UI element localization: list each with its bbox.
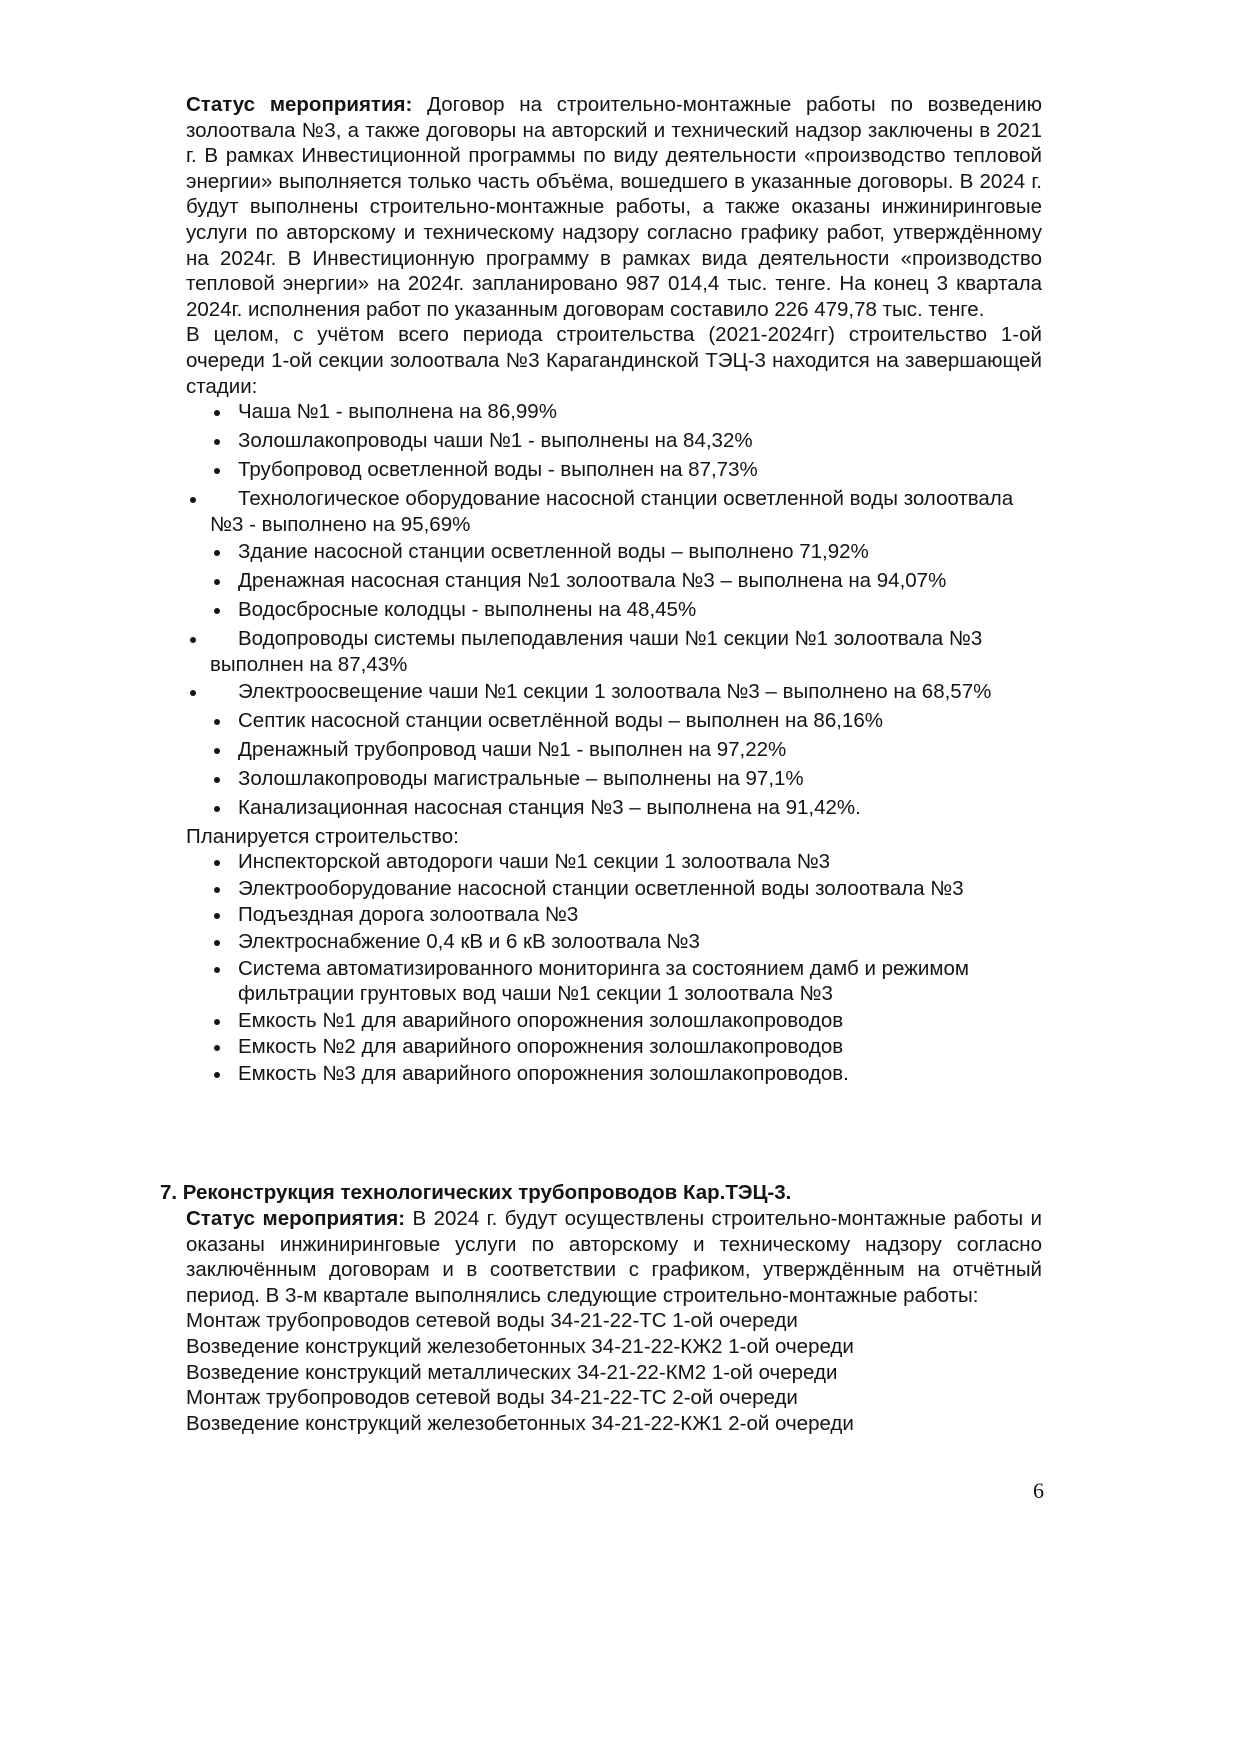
bullet-icon: [214, 550, 220, 556]
bullet-icon: [214, 806, 220, 812]
bullet-icon: [214, 1045, 220, 1051]
bullet-icon: [214, 860, 220, 866]
list-item: Водопроводы системы пылеподавления чаши №1 секции №1 золоотвала №3 выполнен на 87,43%: [186, 626, 1042, 677]
bullet-icon: [214, 967, 220, 973]
planned-label: Планируется строительство:: [186, 824, 459, 848]
work-line: Монтаж трубопроводов сетевой воды 34-21-22-ТС 2-ой очереди: [186, 1386, 798, 1410]
list-item: Электроосвещение чаши №1 секции 1 золоотвала №3 – выполнено на 68,57%: [186, 679, 1042, 706]
list-item: Электроснабжение 0,4 кВ и 6 кВ золоотвала №3: [186, 929, 1042, 955]
list-item: Трубопровод осветленной воды - выполнен на 87,73%: [186, 457, 1042, 484]
list-item: Емкость №3 для аварийного опорожнения золошлакопроводов.: [186, 1061, 1042, 1087]
completion-list: [186, 399, 1042, 822]
bullet-icon: [214, 748, 220, 754]
status-label: Статус мероприятия:: [186, 1207, 406, 1230]
work-line: Возведение конструкций железобетонных 34-21-22-КЖ2 1-ой очереди: [186, 1334, 854, 1358]
work-line: Возведение конструкций железобетонных 34-21-22-КЖ1 2-ой очереди: [186, 1411, 854, 1435]
list-item: Система автоматизированного мониторинга за состоянием дамб и режимом фильтрации грунтовых вод чаши №1 секции 1 золоотвала №3: [186, 956, 1042, 1007]
list-item: Канализационная насосная станция №3 – выполнена на 91,42%.: [186, 795, 1042, 822]
list-item: Чаша №1 - выполнена на 86,99%: [186, 399, 1042, 426]
bullet-icon: [214, 940, 220, 946]
bullet-icon: [190, 637, 196, 643]
bullet-icon: [214, 439, 220, 445]
bullet-icon: [214, 410, 220, 416]
list-item: Емкость №1 для аварийного опорожнения золошлакопроводов: [186, 1008, 1042, 1034]
status-section: [186, 92, 1042, 1088]
list-item: Дренажный трубопровод чаши №1 - выполнен на 97,22%: [186, 737, 1042, 764]
bullet-icon: [214, 579, 220, 585]
bullet-icon: [214, 1019, 220, 1025]
list-item: Инспекторской автодороги чаши №1 секции 1 золоотвала №3: [186, 849, 1042, 875]
bullet-icon: [214, 777, 220, 783]
section-7-status-paragraph: [186, 1206, 1042, 1308]
list-item: Здание насосной станции осветленной воды – выполнено 71,92%: [186, 539, 1042, 566]
summary-paragraph: В целом, с учётом всего периода строительства (2021-2024гг) строительство 1-ой очереди 1-ой секции золоотвала №3 Карагандинской ТЭЦ-3 находится на завершающей стадии:: [186, 323, 1042, 398]
list-item: Электрооборудование насосной станции осветленной воды золоотвала №3: [186, 876, 1042, 902]
section-7-body: [186, 1206, 1042, 1436]
bullet-icon: [190, 497, 196, 503]
work-line: Монтаж трубопроводов сетевой воды 34-21-22-ТС 1-ой очереди: [186, 1309, 798, 1333]
page-number: 6: [1033, 1478, 1044, 1503]
list-item: Золошлакопроводы магистральные – выполнены на 97,1%: [186, 766, 1042, 793]
planned-list: [186, 849, 1042, 1086]
bullet-icon: [214, 1072, 220, 1078]
list-item: Емкость №2 для аварийного опорожнения золошлакопроводов: [186, 1034, 1042, 1060]
status-label: Статус мероприятия:: [186, 93, 413, 116]
bullet-icon: [214, 608, 220, 614]
status-text: Договор на строительно-монтажные работы по возведению золоотвала №3, а также договоры на авторский и технический надзор заключены в 2021 г. В рамках Инвестиционной программы по виду деятельности «производство тепловой энергии» выполняется только часть объёма, вошедшего в указанные договоры. В 2024 г. будут выполнены строительно-монтажные работы, а также оказаны инжиниринговые услуги по авторскому и техническому надзору согласно графику работ, утверждённому на 2024г. В Инвестиционную программу в рамках вида деятельности «производство тепловой энергии» на 2024г. запланировано 987 014,4 тыс. тенге. На конец 3 квартала 2024г. исполнения работ по указанным договорам составило 226 479,78 тыс. тенге.: [186, 93, 1043, 321]
list-item: Водосбросные колодцы - выполнены на 48,45%: [186, 597, 1042, 624]
list-item: Дренажная насосная станция №1 золоотвала №3 – выполнена на 94,07%: [186, 568, 1042, 595]
bullet-icon: [214, 887, 220, 893]
bullet-icon: [214, 913, 220, 919]
bullet-icon: [190, 690, 196, 696]
status-text: В 2024 г. будут осуществлены строительно-монтажные работы и оказаны инжиниринговые услуги по авторскому и техническому надзору согласно заключённым договорам и в соответствии с графиком, утверждённым на отчётный период. В 3-м квартале выполнялись следующие строительно-монтажные работы:: [186, 1207, 1042, 1307]
list-item: Технологическое оборудование насосной станции осветленной воды золоотвала №3 - выполнено на 95,69%: [186, 486, 1042, 537]
list-item: Подъездная дорога золоотвала №3: [186, 902, 1042, 928]
bullet-icon: [214, 468, 220, 474]
list-item: Септик насосной станции осветлённой воды – выполнен на 86,16%: [186, 708, 1042, 735]
work-line: Возведение конструкций металлических 34-21-22-КМ2 1-ой очереди: [186, 1360, 838, 1384]
bullet-icon: [214, 719, 220, 725]
status-paragraph: [186, 92, 1042, 322]
section-7-heading: 7. Реконструкция технологических трубопроводов Кар.ТЭЦ-3.: [160, 1181, 792, 1204]
list-item: Золошлакопроводы чаши №1 - выполнены на 84,32%: [186, 428, 1042, 455]
